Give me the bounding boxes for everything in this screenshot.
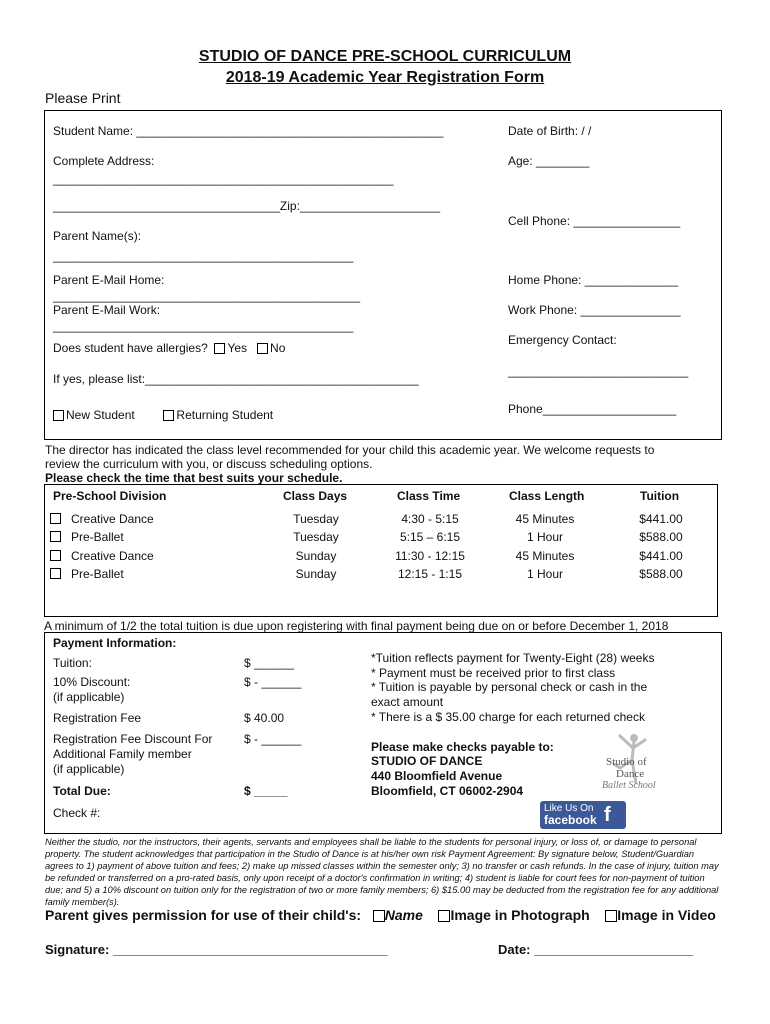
class-length: 1 Hour: [526, 567, 564, 581]
allergies-no-checkbox[interactable]: [257, 343, 268, 354]
permission-video-checkbox[interactable]: [605, 910, 617, 922]
director-note-line2: review the curriculum with you, or discuss scheduling options.: [45, 457, 373, 471]
allergies-label: Does student have allergies?: [53, 341, 208, 355]
please-print-label: Please Print: [45, 90, 121, 106]
class-select-checkbox[interactable]: [50, 531, 61, 542]
payment-heading: Payment Information:: [53, 636, 177, 650]
reg-discount-label-3: (if applicable): [53, 762, 125, 776]
facebook-like-button[interactable]: [540, 801, 626, 829]
payable-city: Bloomfield, CT 06002-2904: [371, 784, 524, 798]
address-label: Complete Address:: [53, 154, 155, 168]
class-time: 12:15 - 1:15: [397, 567, 463, 581]
emergency-contact-line[interactable]: ___________________________: [508, 364, 689, 378]
check-number-field[interactable]: Check #:: [53, 806, 101, 820]
date-field[interactable]: Date: ______________________: [498, 942, 694, 957]
discount-note: (if applicable): [53, 690, 125, 704]
reg-discount-label-2: Additional Family member: [53, 747, 192, 761]
liability-disclaimer: Neither the studio, nor the instructors, their agents, servants and employees shall be liable to the students for personal injury, or loss of, or damage to personal property. The student acknowledges that participation in the Studio of Dance is at his/her own risk Payment Agreement: By signature below, Student/Guardian agrees to 1) payment of above tuition and fees; 2) make up missed classes within the semester only; 3) no transfer or cash refunds. In the case of injury, tuition may be refunded or transferred on a pro-rated basis, only upon receipt of a doctor's confirmation in writing; 4) student is liable for court fees for non-payment of tuition due; and 5) a 10% discount on tuition only for the registration of two or more family members; 6) $15.00 may be deducted from the registration fee for any additional family member(s).: [45, 837, 719, 907]
age-field[interactable]: Age: ________: [508, 154, 590, 168]
home-phone-field[interactable]: Home Phone: ______________: [508, 273, 679, 287]
zip-field[interactable]: __________________________________Zip:_____________________: [53, 199, 441, 213]
total-due-label: Total Due:: [53, 784, 111, 798]
student-name-field[interactable]: Student Name: ______________________________________________: [53, 124, 444, 138]
email-work-label: Parent E-Mail Work:: [53, 303, 161, 317]
tuition-amount-field[interactable]: $ ______: [244, 656, 295, 670]
payable-heading: Please make checks payable to:: [371, 740, 554, 754]
class-select-checkbox[interactable]: [50, 513, 61, 524]
class-day: Tuesday: [293, 530, 339, 544]
class-name: Creative Dance: [71, 512, 154, 526]
class-time: 11:30 - 12:15: [395, 549, 465, 563]
class-tuition: $441.00: [639, 549, 683, 563]
returning-student-checkbox[interactable]: [163, 410, 174, 421]
payable-name: STUDIO OF DANCE: [371, 754, 483, 768]
class-name: Pre-Ballet: [71, 530, 124, 544]
facebook-logo-text: facebook: [544, 813, 597, 827]
total-due-field[interactable]: $ _____: [244, 784, 288, 798]
allergies-yes-label: Yes: [227, 341, 248, 355]
allergies-no-label: No: [270, 341, 286, 355]
class-day: Tuesday: [293, 512, 339, 526]
payment-note-4: exact amount: [371, 695, 444, 709]
header-time: Class Time: [397, 489, 461, 503]
director-note-line1: The director has indicated the class level recommended for your child this academic year. We welcome requests to: [45, 443, 655, 457]
emergency-contact-label: Emergency Contact:: [508, 333, 617, 347]
studio-logo: [590, 728, 680, 798]
header-division: Pre-School Division: [53, 489, 167, 503]
class-tuition: $441.00: [639, 512, 683, 526]
returning-student-label: Returning Student: [176, 408, 274, 422]
allergies-question: [53, 341, 285, 355]
discount-label: 10% Discount:: [53, 675, 131, 689]
class-tuition: $588.00: [639, 530, 683, 544]
discount-amount-field[interactable]: $ - ______: [244, 675, 302, 689]
permission-name-checkbox[interactable]: [373, 910, 385, 922]
permission-name-label: Name: [384, 907, 423, 923]
payment-note-2: * Payment must be received prior to first class: [371, 666, 616, 680]
parent-names-label: Parent Name(s):: [53, 229, 142, 243]
permission-video-label: Image in Video: [617, 907, 716, 923]
new-student-label: New Student: [66, 408, 135, 422]
class-time: 4:30 - 5:15: [401, 512, 459, 526]
class-select-checkbox[interactable]: [50, 568, 61, 579]
reg-fee-label: Registration Fee: [53, 711, 142, 725]
class-select-checkbox[interactable]: [50, 550, 61, 561]
permission-photo-checkbox[interactable]: [438, 910, 450, 922]
allergy-list-field[interactable]: If yes, please list:_________________________________________: [53, 372, 419, 386]
facebook-like-text: Like Us On: [544, 803, 594, 814]
class-time: 5:15 – 6:15: [399, 530, 461, 544]
director-note-line3: Please check the time that best suits your schedule.: [45, 471, 343, 485]
header-days: Class Days: [283, 489, 348, 503]
class-day: Sunday: [295, 567, 337, 581]
cell-phone-field[interactable]: Cell Phone: ________________: [508, 214, 681, 228]
form-title: STUDIO OF DANCE PRE-SCHOOL CURRICULUM: [198, 48, 572, 65]
logo-text-3: Ballet School: [602, 780, 656, 791]
signature-field[interactable]: Signature: ______________________________________: [45, 942, 388, 957]
logo-text-2: Dance: [616, 768, 645, 780]
payment-note-5: * There is a $ 35.00 charge for each returned check: [371, 710, 645, 724]
email-home-line[interactable]: ______________________________________________: [53, 289, 360, 303]
address-line[interactable]: ___________________________________________________: [53, 172, 394, 186]
allergies-yes-checkbox[interactable]: [214, 343, 225, 354]
payment-note-3: * Tuition is payable by personal check or cash in the: [371, 680, 648, 694]
form-subtitle: 2018-19 Academic Year Registration Form: [225, 69, 545, 86]
header-tuition: Tuition: [640, 489, 680, 503]
permission-photo-label: Image in Photograph: [450, 907, 590, 923]
permission-row: [45, 907, 716, 923]
header-length: Class Length: [509, 489, 585, 503]
class-length: 1 Hour: [526, 530, 564, 544]
payable-street: 440 Bloomfield Avenue: [371, 769, 503, 783]
work-phone-field[interactable]: Work Phone: _______________: [508, 303, 681, 317]
class-day: Sunday: [295, 549, 337, 563]
new-student-checkbox[interactable]: [53, 410, 64, 421]
student-type-options: [53, 408, 273, 422]
email-work-line[interactable]: _____________________________________________: [53, 319, 354, 333]
logo-text-1: Studio of: [606, 756, 647, 768]
emergency-phone-field[interactable]: Phone____________________: [508, 402, 677, 416]
payment-note-1: *Tuition reflects payment for Twenty-Eight (28) weeks: [371, 651, 655, 665]
payment-due-note: A minimum of 1/2 the total tuition is due upon registering with final payment being due on or before December 1, 2018: [44, 619, 669, 633]
class-name: Pre-Ballet: [71, 567, 124, 581]
permission-label: Parent gives permission for use of their child's:: [45, 907, 362, 923]
class-length: 45 Minutes: [515, 512, 575, 526]
class-tuition: $588.00: [639, 567, 683, 581]
dob-field[interactable]: Date of Birth: / /: [508, 124, 592, 138]
email-home-label: Parent E-Mail Home:: [53, 273, 165, 287]
facebook-icon: f: [604, 804, 611, 826]
class-length: 45 Minutes: [515, 549, 575, 563]
class-name: Creative Dance: [71, 549, 154, 563]
tuition-label: Tuition:: [53, 656, 92, 670]
reg-discount-amount-field[interactable]: $ - ______: [244, 732, 302, 746]
parent-names-line[interactable]: _____________________________________________: [53, 249, 354, 263]
reg-fee-amount: $ 40.00: [244, 711, 285, 725]
reg-discount-label-1: Registration Fee Discount For: [53, 732, 213, 746]
